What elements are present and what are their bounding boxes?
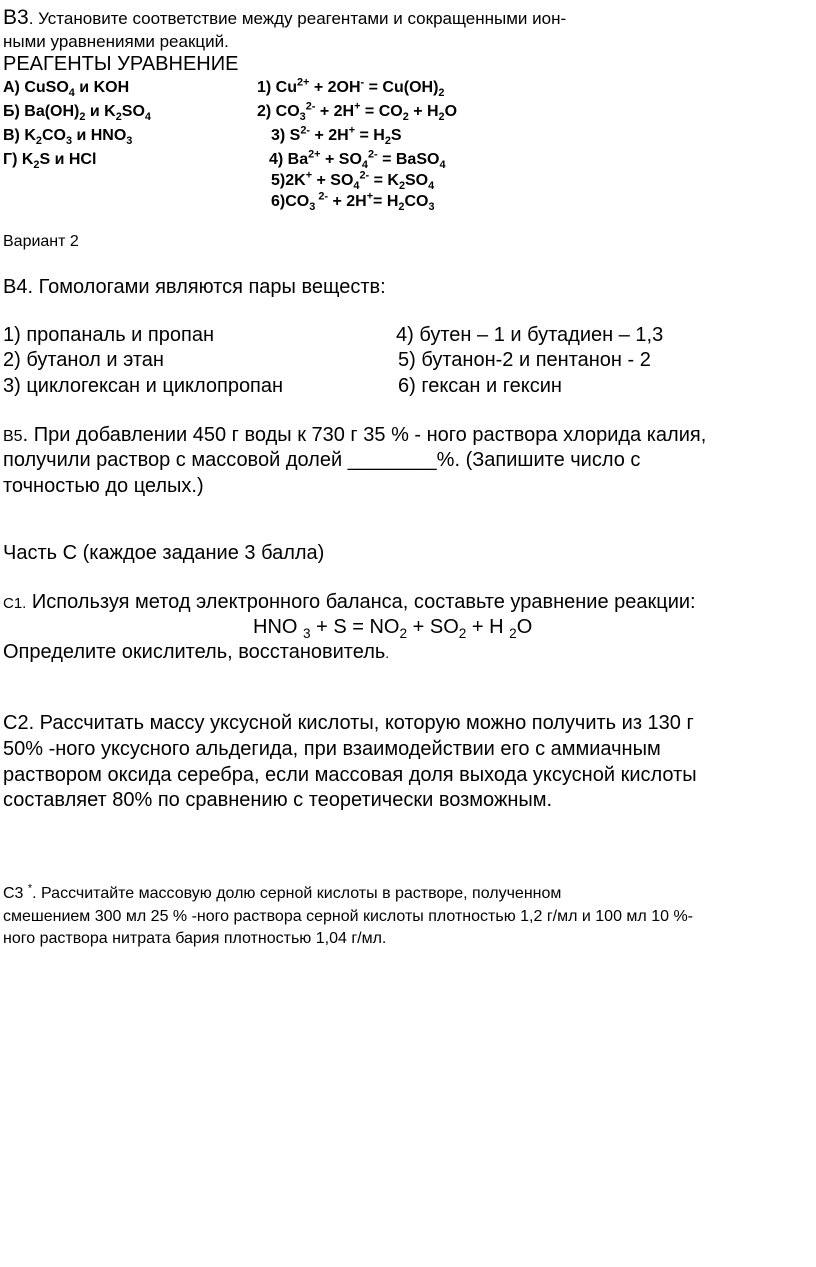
equation-3: 3) $S^{2-} + 2H^+ = H_2S$: [271, 124, 402, 148]
b3-intro-line2: ными уравнениями реакций.: [3, 32, 229, 51]
c2-line4: составляет 80% по сравнению с теоретически возможным.: [3, 789, 553, 811]
reagent-v: В) $K_2CO_3$ и $HNO_3$: [3, 127, 133, 148]
b5-line3: точностью до целых.): [3, 475, 204, 497]
c3-line2: смешением 300 мл 25 % -ного раствора серной кислоты плотностью 1,2 г/мл и 100 мл 10 %-: [3, 908, 693, 925]
b4-option-2: 2) бутанол и этан: [3, 349, 164, 371]
c1-task: Определите окислитель, восстановитель.: [3, 641, 390, 663]
b4-option-3: 3) циклогексан и циклопропан: [3, 375, 284, 397]
part-c-title: Часть С (каждое задание 3 балла): [3, 542, 325, 564]
variant-label: Вариант 2: [3, 233, 79, 250]
c3-label: С3: [3, 885, 28, 902]
equation-1: 1) $Cu^{2+} + 2OH^- = Cu(OH)_2$: [257, 76, 445, 100]
c1-label: С1.: [3, 595, 27, 612]
b5-line2: получили раствор с массовой долей ________%. (Запишите число с: [3, 449, 641, 471]
b3-label: В3: [3, 6, 29, 29]
equation-5: $5)2K^+ + SO_4^{2-} = K_2SO_4$: [271, 169, 435, 193]
c2-line1: С2. Рассчитать массу уксусной кислоты, которую можно получить из 130 г: [3, 712, 694, 734]
reagent-b: Б) $Ba(OH)_2$ и $K_2SO_4$: [3, 103, 151, 124]
b4-option-4: 4) бутен – 1 и бутадиен – 1,3: [396, 324, 664, 346]
b3-intro-line1: В3. Установите соответствие между реагентами и сокращенными ион-: [3, 6, 567, 29]
c3-line1: С3 *. Рассчитайте массовую долю серной кислоты в растворе, полученном: [3, 882, 562, 902]
b5-line1: В5. При добавлении 450 г воды к 730 г 35 % - ного раствора хлорида калия,: [3, 424, 707, 446]
c2-line2: 50% -ного уксусного альдегида, при взаимодействии его с аммиачным: [3, 738, 661, 760]
equation-2: 2) $CO_3^{2-} + 2H^+ = CO_2 + H_2O$: [257, 100, 458, 124]
c3-line3: ного раствора нитрата бария плотностью 1,04 г/мл.: [3, 930, 387, 947]
c1-line: С1. Используя метод электронного баланса, составьте уравнение реакции:: [3, 591, 696, 613]
equation-4: 4) $Ba^{2+} + SO_4^{2-}$ = BaSO$_4$: [269, 148, 446, 172]
c2-line3: раствором оксида серебра, если массовая доля выхода уксусной кислоты: [3, 764, 697, 786]
b4-option-1: 1) пропаналь и пропан: [3, 324, 214, 346]
equation-6: $6)CO_3$ $^{2-} + 2H^+= H_2CO_3$: [271, 190, 435, 214]
c1-equation: HNO $_3 + S = NO_2 + SO_2 + H$ $_2$O: [253, 616, 533, 641]
b4-option-5: 5) бутанон-2 и пентанон - 2: [398, 349, 651, 371]
b4-title: В4. Гомологами являются пары веществ:: [3, 276, 386, 298]
c3-star: *: [27, 882, 33, 895]
b3-table-header: РЕАГЕНТЫ УРАВНЕНИЕ: [3, 53, 239, 75]
reagent-g: Г) $K_2S$ и HCl: [3, 151, 97, 172]
b4-option-6: 6) гексан и гексин: [398, 375, 562, 397]
reagent-a: А) CuSO$_4$ и KOH: [3, 79, 130, 100]
b5-label: В5: [3, 428, 23, 445]
